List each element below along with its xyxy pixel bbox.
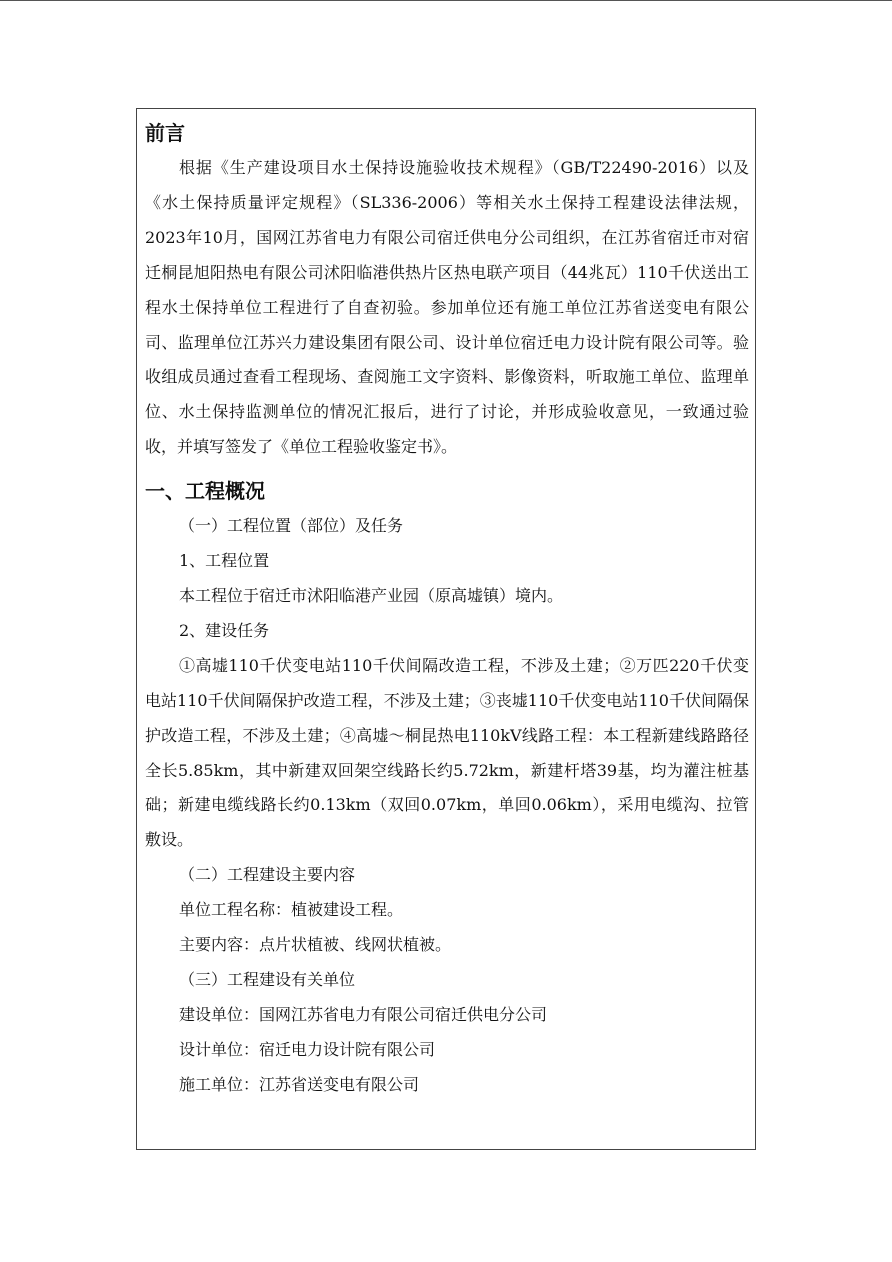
section-content-heading: （二）工程建设主要内容 <box>179 865 356 885</box>
document-frame <box>136 108 756 1150</box>
section-units-heading: （三）工程建设有关单位 <box>179 969 356 989</box>
main-content: 主要内容：点片状植被、线网状植被。 <box>179 935 452 955</box>
designer-unit: 设计单位：宿迁电力设计院有限公司 <box>179 1039 436 1059</box>
location-text: 本工程位于宿迁市沭阳临港产业园（原高墟镇）境内。 <box>179 585 564 605</box>
preface-title: 前言 <box>145 121 185 145</box>
location-subheading: 1、工程位置 <box>179 551 270 571</box>
section-location-heading: （一）工程位置（部位）及任务 <box>179 516 404 536</box>
overview-title: 一、工程概况 <box>145 479 265 504</box>
task-paragraph: ①高墟110千伏变电站110千伏间隔改造工程，不涉及土建；②万匹220千伏变电站110千伏间隔保护改造工程，不涉及土建；③丧墟110千伏变电站110千伏间隔保护改造工程，不涉及土建；④高墟～桐昆热电110kV线路工程：本工程新建线路路径全长5.85km，其中新建双回架空线路长约5.72km，新建杆塔39基，均为灌注桩基础；新建电缆线路长约0.13km（双回0.07km，单回0.06km），采用电缆沟、拉管敷设。 <box>145 655 749 850</box>
builder-unit: 建设单位：国网江苏省电力有限公司宿迁供电分公司 <box>179 1004 548 1024</box>
unit-project-name: 单位工程名称：植被建设工程。 <box>179 900 404 920</box>
task-subheading: 2、建设任务 <box>179 620 270 640</box>
document-content <box>145 119 749 1103</box>
preface-paragraph: 根据《生产建设项目水土保持设施验收技术规程》（GB/T22490-2016）以及《水土保持质量评定规程》（SL336-2006）等相关水土保持工程建设法律法规，2023年10月，国网江苏省电力有限公司宿迁供电分公司组织，在江苏省宿迁市对宿迁桐昆旭阳热电有限公司沭阳临港供热片区热电联产项目（44兆瓦）110千伏送出工程水土保持单位工程进行了自查初验。参加单位还有施工单位江苏省送变电有限公司、监理单位江苏兴力建设集团有限公司、设计单位宿迁电力设计院有限公司等。验收组成员通过查看工程现场、查阅施工文字资料、影像资料，听取施工单位、监理单位、水土保持监测单位的情况汇报后，进行了讨论，并形成验收意见，一致通过验收，并填写签发了《单位工程验收鉴定书》。 <box>145 158 749 457</box>
constructor-unit: 施工单位：江苏省送变电有限公司 <box>179 1074 420 1094</box>
top-rule <box>0 0 892 1</box>
